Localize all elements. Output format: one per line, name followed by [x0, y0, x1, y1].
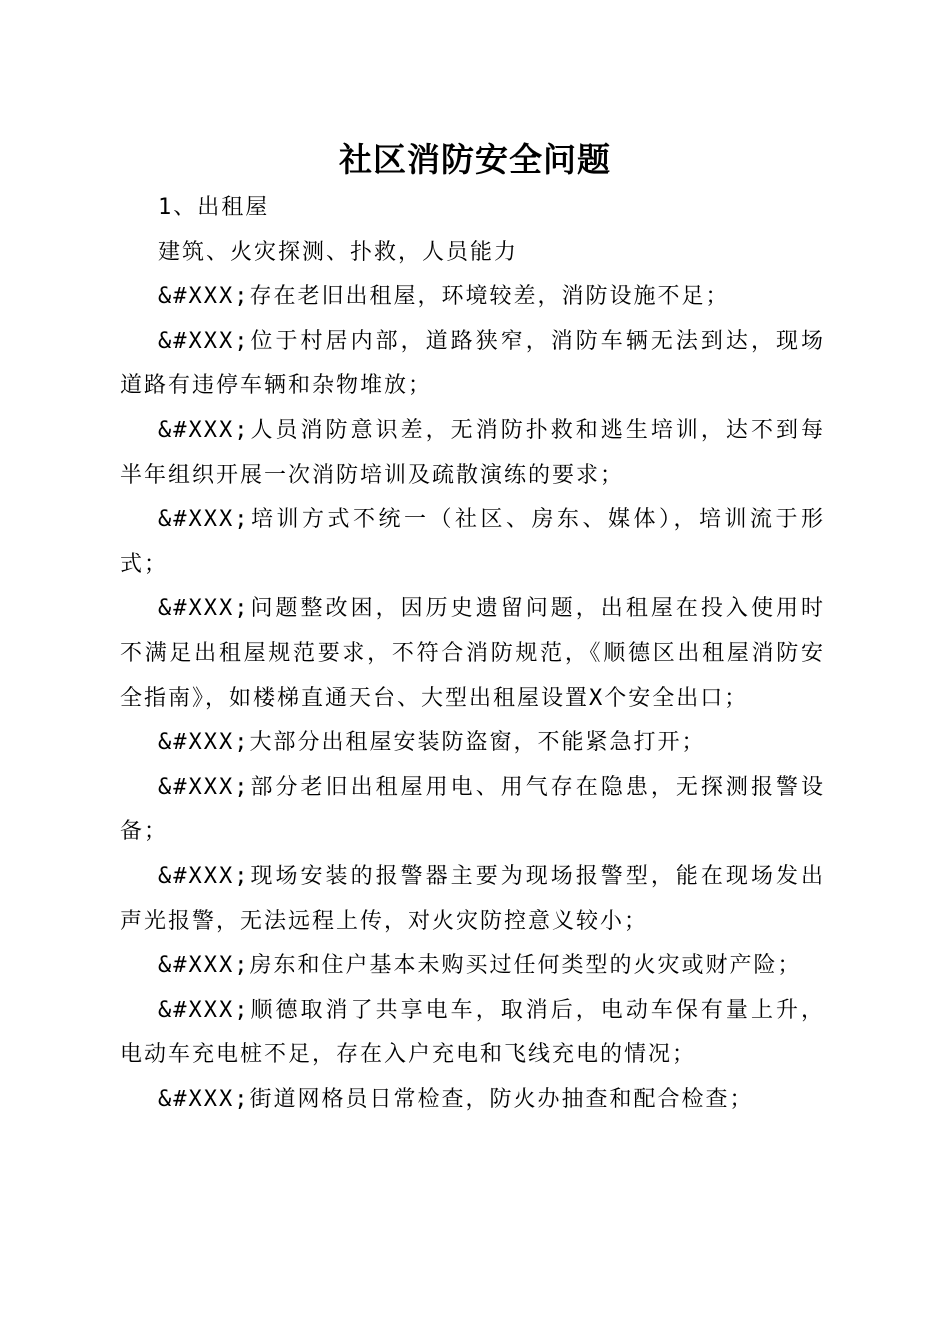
paragraph: &#XXX;顺德取消了共享电车，取消后，电动车保有量上升，电动车充电桩不足，存在入户充电和飞线充电的情况； — [120, 997, 825, 1068]
paragraph: &#XXX;现场安装的报警器主要为现场报警型，能在现场发出声光报警，无法远程上传，对火灾防控意义较小； — [120, 863, 825, 934]
paragraph: &#XXX;培训方式不统一（社区、房东、媒体），培训流于形式； — [120, 507, 825, 577]
paragraph: &#XXX;位于村居内部，道路狭窄，消防车辆无法到达，现场道路有违停车辆和杂物堆放； — [120, 328, 825, 399]
document-body — [120, 186, 825, 1122]
paragraph: &#XXX;部分老旧出租屋用电、用气存在隐患，无探测报警设备； — [120, 774, 825, 845]
paragraph: &#XXX;问题整改困，因历史遗留问题，出租屋在投入使用时不满足出租屋规范要求，不符合消防规范，《顺德区出租屋消防安全指南》，如楼梯直通天台、大型出租屋设置X个安全出口； — [120, 596, 825, 711]
paragraph: &#XXX;街道网格员日常检查，防火办抽查和配合检查； — [158, 1086, 754, 1112]
paragraph: &#XXX;大部分出租屋安装防盗窗，不能紧急打开； — [158, 730, 706, 756]
document-title: 社区消防安全问题 — [339, 140, 611, 179]
paragraph-section-heading: 1、出租屋 — [158, 195, 270, 220]
paragraph: &#XXX;房东和住户基本未购买过任何类型的火灾或财产险； — [158, 953, 802, 979]
paragraph: &#XXX;人员消防意识差，无消防扑救和逃生培训，达不到每半年组织开展一次消防培训及疏散演练的要求； — [120, 417, 825, 488]
paragraph-subheading: 建筑、火灾探测、扑救，人员能力 — [158, 239, 519, 265]
paragraph: &#XXX;存在老旧出租屋，环境较差，消防设施不足； — [158, 284, 730, 310]
